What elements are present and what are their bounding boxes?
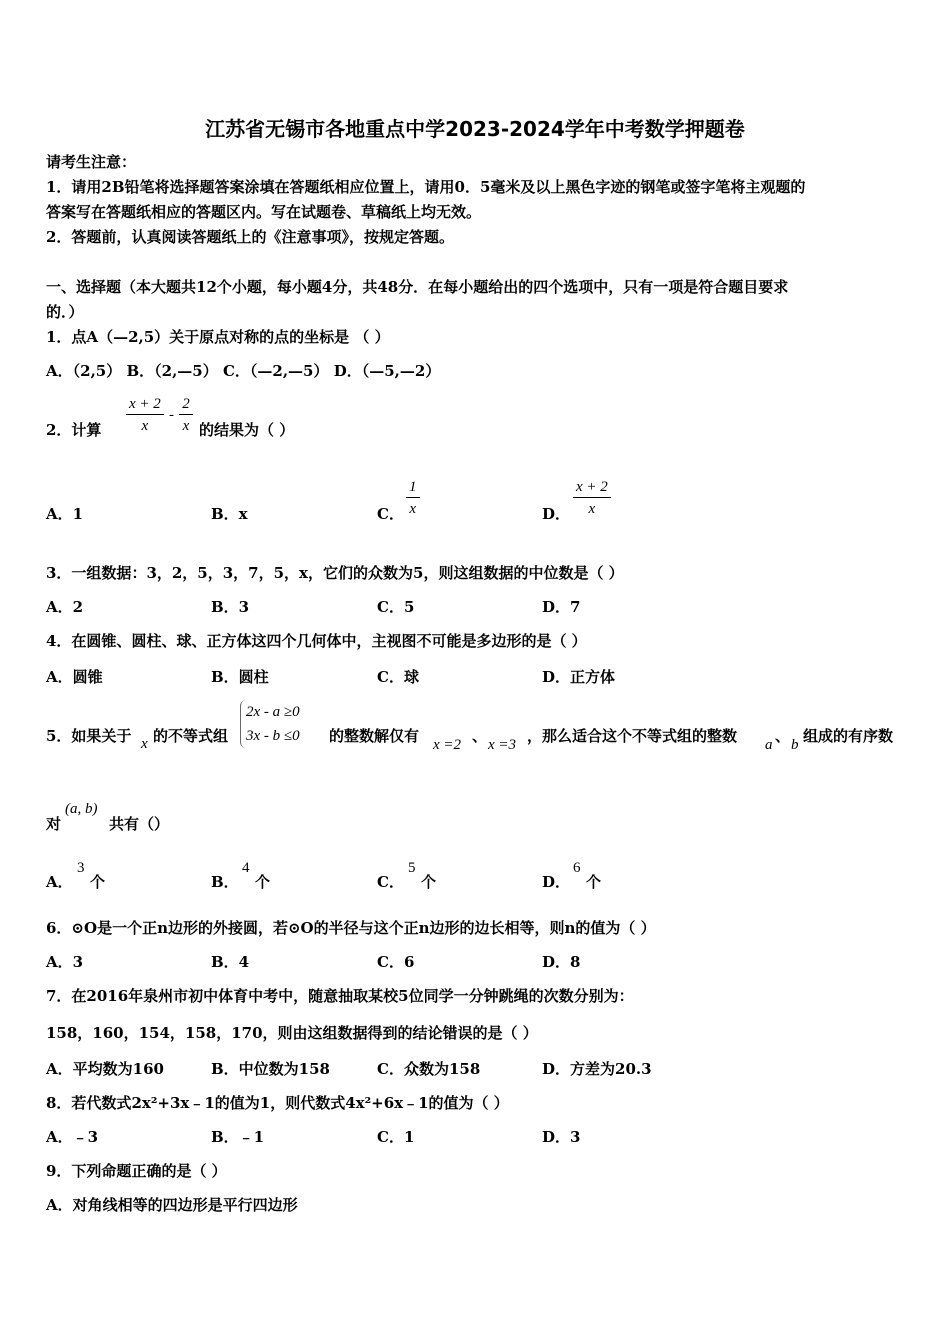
q5-option-c-value: 5 xyxy=(408,860,416,876)
q4-stem: 4．在圆锥、圆柱、球、正方体这四个几何体中，主视图不可能是多边形的是（ ） xyxy=(46,632,587,650)
q6-option-a: A．3 xyxy=(46,953,84,971)
q4-option-c: C．球 xyxy=(377,668,419,686)
q5-var-x: x xyxy=(141,736,148,752)
q6-stem: 6．⊙O是一个正n边形的外接圆，若⊙O的半径与这个正n边形的边长相等，则n的值为（ ） xyxy=(46,919,656,937)
q5-inequality-system: 2x - a ≥0 3x - b ≤0 xyxy=(240,700,300,748)
section-heading-cont: 的．） xyxy=(46,303,84,321)
q5-ordered-pair: (a, b) xyxy=(65,801,98,817)
q5-var-a: a xyxy=(765,737,773,753)
q2-expression: $\frac{x + 2}{x}$ - $\frac{2}{x}$ xyxy=(126,395,193,435)
q5-option-d-unit: 个 xyxy=(586,873,602,891)
q2-option-b: B．x xyxy=(211,505,248,523)
notice-line-1b: 答案写在答题纸相应的答题区内。写在试题卷、草稿纸上均无效。 xyxy=(46,203,482,221)
q5-solution-2: x =3 xyxy=(488,737,517,753)
q5-solution-1: x =2 xyxy=(433,737,462,753)
q5-separator: 、 xyxy=(472,727,488,745)
q4-option-b: B．圆柱 xyxy=(211,668,269,686)
notice-heading: 请考生注意： xyxy=(46,153,137,171)
q3-stem: 3．一组数据：3，2，5，3，7，5，x，它们的众数为5，则这组数据的中位数是（ ） xyxy=(46,564,624,582)
q5-option-a-label: A． xyxy=(46,873,73,891)
q2-suffix: 的结果为（ ） xyxy=(199,421,295,439)
q5-stem-part4: ，那么适合这个不等式组的整数 xyxy=(527,727,738,745)
q4-option-d: D．正方体 xyxy=(542,668,616,686)
q5-separator-2: 、 xyxy=(775,727,791,745)
q3-option-a: A．2 xyxy=(46,598,84,616)
page-title: 江苏省无锡市各地重点中学2023-2024学年中考数学押题卷 xyxy=(205,117,745,141)
q6-option-c: C．6 xyxy=(377,953,415,971)
q5-stem-part1: 5．如果关于 xyxy=(46,727,132,745)
q2-option-d-fraction: $\frac{x + 2}{x}$ xyxy=(573,478,611,518)
section-heading: 一、选择题（本大题共12个小题，每小题4分，共48分．在每小题给出的四个选项中，只有一项是符合题目要求 xyxy=(46,278,789,296)
q5-option-b-unit: 个 xyxy=(255,873,271,891)
q5-line2-end: 共有（） xyxy=(109,815,170,833)
q9-option-a: A．对角线相等的四边形是平行四边形 xyxy=(46,1196,298,1214)
q2-option-a: A．1 xyxy=(46,505,84,523)
notice-line-2: 2．答题前，认真阅读答题纸上的《注意事项》，按规定答题。 xyxy=(46,228,454,246)
q3-option-d: D．7 xyxy=(542,598,581,616)
q5-option-a-unit: 个 xyxy=(90,873,106,891)
q2-option-d-label: D． xyxy=(542,505,571,523)
q7-option-b: B．中位数为158 xyxy=(211,1060,330,1078)
q5-option-c-label: C． xyxy=(377,873,404,891)
q2-fraction-1: $\frac{x + 2}{x}$ xyxy=(126,395,164,435)
q7-option-a: A．平均数为160 xyxy=(46,1060,164,1078)
q2-prefix: 2．计算 xyxy=(46,421,102,439)
q1-stem: 1．点A（—2,5）关于原点对称的点的坐标是 （ ） xyxy=(46,328,390,346)
q5-stem-part2: 的不等式组 xyxy=(153,727,229,745)
q5-var-b: b xyxy=(791,737,799,753)
q3-option-c: C．5 xyxy=(377,598,415,616)
q5-option-a-value: 3 xyxy=(77,860,85,876)
q4-option-a: A．圆锥 xyxy=(46,668,103,686)
q6-option-b: B．4 xyxy=(211,953,250,971)
q5-stem-part3: 的整数解仅有 xyxy=(329,727,420,745)
q8-option-b: B．﹣1 xyxy=(211,1128,265,1146)
q8-stem: 8．若代数式2x²+3x﹣1的值为1，则代数式4x²+6x﹣1的值为（ ） xyxy=(46,1094,509,1112)
q7-stem-1: 7．在2016年泉州市初中体育中考中，随意抽取某校5位同学一分钟跳绳的次数分别为： xyxy=(46,987,634,1005)
q7-option-d: D．方差为20.3 xyxy=(542,1060,652,1078)
q3-option-b: B．3 xyxy=(211,598,250,616)
q2-fraction-2: $\frac{2}{x}$ xyxy=(179,395,193,435)
q8-option-c: C．1 xyxy=(377,1128,415,1146)
q5-option-d-label: D． xyxy=(542,873,571,891)
q6-option-d: D．8 xyxy=(542,953,581,971)
q9-stem: 9．下列命题正确的是（ ） xyxy=(46,1162,227,1180)
q2-option-c-label: C． xyxy=(377,505,404,523)
q5-option-d-value: 6 xyxy=(573,860,581,876)
q5-option-b-label: B． xyxy=(211,873,239,891)
q8-option-a: A．﹣3 xyxy=(46,1128,99,1146)
notice-line-1: 1．请用2B铅笔将选择题答案涂填在答题纸相应位置上，请用0．5毫米及以上黑色字迹的钢笔或签字笔将主观题的 xyxy=(46,178,806,196)
q7-stem-2: 158，160，154，158，170，则由这组数据得到的结论错误的是（ ） xyxy=(46,1024,538,1042)
q8-option-d: D．3 xyxy=(542,1128,581,1146)
q1-options: A．（2,5） B．（2,—5） C．（—2,—5） D．（—5,—2） xyxy=(46,362,441,380)
q7-option-c: C．众数为158 xyxy=(377,1060,481,1078)
q5-stem-part5: 组成的有序数 xyxy=(803,727,894,745)
q5-option-b-value: 4 xyxy=(242,860,250,876)
q5-line2-start: 对 xyxy=(46,815,62,833)
q2-option-c-fraction: $\frac{1}{x}$ xyxy=(406,478,420,518)
q5-option-c-unit: 个 xyxy=(421,873,437,891)
